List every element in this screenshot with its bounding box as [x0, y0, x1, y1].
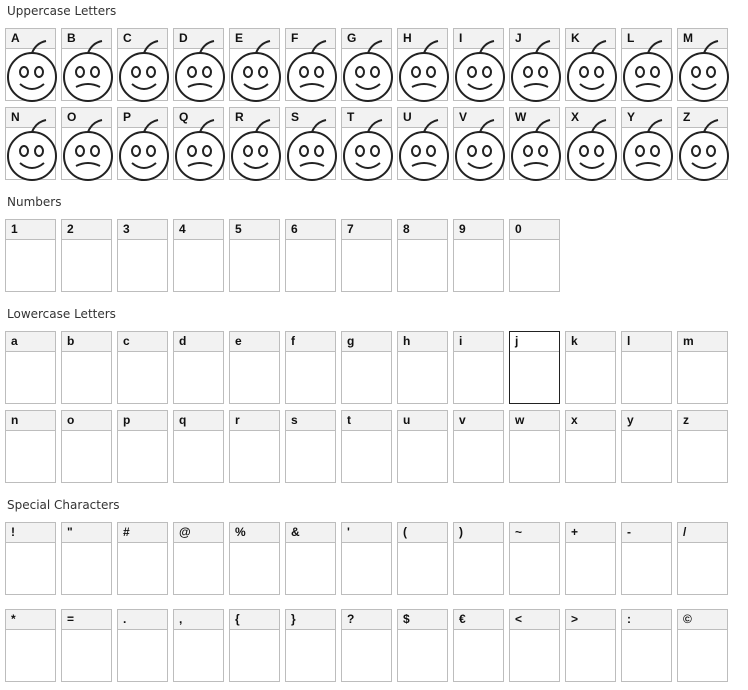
char-label: !	[6, 523, 55, 543]
char-cell[interactable]	[117, 331, 168, 404]
char-cell[interactable]	[565, 331, 616, 404]
char-label: V	[454, 108, 503, 128]
char-cell[interactable]	[173, 28, 224, 101]
char-cell[interactable]	[621, 410, 672, 483]
char-cell[interactable]	[509, 609, 560, 682]
char-label: v	[454, 411, 503, 431]
char-cell[interactable]	[621, 522, 672, 595]
char-cell[interactable]	[509, 522, 560, 595]
char-cell[interactable]	[285, 107, 336, 180]
char-cell[interactable]	[5, 410, 56, 483]
char-cell[interactable]	[677, 609, 728, 682]
char-cell[interactable]	[61, 522, 112, 595]
char-label: 9	[454, 220, 503, 240]
face-doodle-icon	[612, 118, 682, 188]
char-cell[interactable]	[5, 609, 56, 682]
char-cell[interactable]	[173, 331, 224, 404]
face-doodle-icon	[332, 118, 402, 188]
char-cell[interactable]	[397, 410, 448, 483]
char-cell[interactable]	[229, 331, 280, 404]
char-cell[interactable]	[565, 609, 616, 682]
char-label: .	[118, 610, 167, 630]
char-label: Q	[174, 108, 223, 128]
char-cell[interactable]	[677, 107, 728, 180]
face-doodle-icon	[108, 118, 178, 188]
char-label: 5	[230, 220, 279, 240]
face-doodle-icon	[52, 118, 122, 188]
char-label: }	[286, 610, 335, 630]
face-doodle-icon	[164, 39, 234, 109]
char-cell[interactable]	[341, 331, 392, 404]
char-cell[interactable]	[565, 410, 616, 483]
lowercase-section-title: Lowercase Letters	[7, 307, 116, 321]
char-cell[interactable]	[117, 609, 168, 682]
char-label: g	[342, 332, 391, 352]
char-cell[interactable]	[397, 522, 448, 595]
char-cell[interactable]	[621, 331, 672, 404]
char-label: M	[678, 29, 727, 49]
char-label: 6	[286, 220, 335, 240]
char-cell[interactable]	[453, 28, 504, 101]
char-label: S	[286, 108, 335, 128]
char-label: &	[286, 523, 335, 543]
char-cell[interactable]	[61, 609, 112, 682]
char-cell[interactable]	[173, 609, 224, 682]
special-row-2	[5, 609, 728, 682]
char-label: f	[286, 332, 335, 352]
char-label: a	[6, 332, 55, 352]
char-cell[interactable]	[565, 522, 616, 595]
numbers-section-title: Numbers	[7, 195, 62, 209]
char-cell[interactable]	[341, 219, 392, 292]
char-label: H	[398, 29, 447, 49]
char-cell[interactable]	[397, 609, 448, 682]
face-doodle-icon	[388, 118, 458, 188]
char-label: t	[342, 411, 391, 431]
char-label: z	[678, 411, 727, 431]
char-label: e	[230, 332, 279, 352]
char-label: o	[62, 411, 111, 431]
char-cell[interactable]	[117, 107, 168, 180]
char-cell[interactable]	[397, 331, 448, 404]
char-label: Y	[622, 108, 671, 128]
face-doodle-icon	[220, 39, 290, 109]
char-label: 2	[62, 220, 111, 240]
char-label: F	[286, 29, 335, 49]
char-cell[interactable]	[5, 107, 56, 180]
char-label: :	[622, 610, 671, 630]
char-label: D	[174, 29, 223, 49]
char-cell[interactable]	[453, 331, 504, 404]
char-cell[interactable]	[117, 28, 168, 101]
char-cell[interactable]	[5, 331, 56, 404]
char-label: =	[62, 610, 111, 630]
char-label: >	[566, 610, 615, 630]
face-doodle-icon	[668, 118, 738, 188]
char-label: l	[622, 332, 671, 352]
char-label: 3	[118, 220, 167, 240]
char-cell[interactable]	[5, 522, 56, 595]
char-cell[interactable]	[173, 107, 224, 180]
char-label: O	[62, 108, 111, 128]
char-cell[interactable]	[229, 410, 280, 483]
char-cell[interactable]	[229, 107, 280, 180]
char-label: R	[230, 108, 279, 128]
char-label: s	[286, 411, 335, 431]
char-cell[interactable]	[229, 522, 280, 595]
char-cell[interactable]	[61, 331, 112, 404]
char-label: K	[566, 29, 615, 49]
char-label: q	[174, 411, 223, 431]
char-cell[interactable]	[453, 219, 504, 292]
face-doodle-icon	[556, 118, 626, 188]
char-cell[interactable]	[453, 522, 504, 595]
char-label: 1	[6, 220, 55, 240]
char-label: "	[62, 523, 111, 543]
char-cell[interactable]	[229, 219, 280, 292]
char-label: ©	[678, 610, 727, 630]
char-cell[interactable]	[173, 219, 224, 292]
char-label: €	[454, 610, 503, 630]
char-label: P	[118, 108, 167, 128]
face-doodle-icon	[556, 39, 626, 109]
char-cell[interactable]	[61, 219, 112, 292]
uppercase-row-1	[5, 28, 728, 101]
char-label: 8	[398, 220, 447, 240]
char-label: r	[230, 411, 279, 431]
char-cell[interactable]	[509, 331, 560, 404]
face-doodle-icon	[612, 39, 682, 109]
char-label: X	[566, 108, 615, 128]
char-cell[interactable]	[341, 609, 392, 682]
char-label: h	[398, 332, 447, 352]
special-section-title: Special Characters	[7, 498, 120, 512]
char-label: b	[62, 332, 111, 352]
face-doodle-icon	[444, 39, 514, 109]
char-label: k	[566, 332, 615, 352]
char-label: <	[510, 610, 559, 630]
char-cell[interactable]	[61, 28, 112, 101]
char-cell[interactable]	[5, 219, 56, 292]
char-cell[interactable]	[341, 522, 392, 595]
char-cell[interactable]	[229, 609, 280, 682]
char-cell[interactable]	[677, 331, 728, 404]
char-cell[interactable]	[621, 28, 672, 101]
char-label: 4	[174, 220, 223, 240]
char-cell[interactable]	[509, 107, 560, 180]
char-cell[interactable]	[117, 219, 168, 292]
char-cell[interactable]	[5, 28, 56, 101]
char-cell[interactable]	[285, 28, 336, 101]
char-cell[interactable]	[61, 410, 112, 483]
char-label: #	[118, 523, 167, 543]
char-label: J	[510, 29, 559, 49]
char-cell[interactable]	[285, 410, 336, 483]
char-label: 7	[342, 220, 391, 240]
char-cell[interactable]	[285, 609, 336, 682]
char-cell[interactable]	[453, 410, 504, 483]
char-label: d	[174, 332, 223, 352]
char-label: T	[342, 108, 391, 128]
char-label: j	[510, 332, 559, 352]
char-cell[interactable]	[565, 28, 616, 101]
char-label: ~	[510, 523, 559, 543]
char-label: Z	[678, 108, 727, 128]
face-doodle-icon	[500, 39, 570, 109]
char-cell[interactable]	[173, 522, 224, 595]
char-label: p	[118, 411, 167, 431]
char-cell[interactable]	[677, 28, 728, 101]
char-label: +	[566, 523, 615, 543]
char-label: y	[622, 411, 671, 431]
char-cell[interactable]	[397, 107, 448, 180]
face-doodle-icon	[52, 39, 122, 109]
char-label: ,	[174, 610, 223, 630]
face-doodle-icon	[668, 39, 738, 109]
char-label: c	[118, 332, 167, 352]
numbers-row	[5, 219, 560, 292]
face-doodle-icon	[0, 39, 66, 109]
char-label: U	[398, 108, 447, 128]
char-label: i	[454, 332, 503, 352]
face-doodle-icon	[332, 39, 402, 109]
char-cell[interactable]	[565, 107, 616, 180]
char-cell[interactable]	[621, 107, 672, 180]
special-row-1	[5, 522, 728, 595]
char-label: L	[622, 29, 671, 49]
char-cell[interactable]	[341, 28, 392, 101]
char-cell[interactable]	[397, 28, 448, 101]
char-label: -	[622, 523, 671, 543]
char-label: ?	[342, 610, 391, 630]
face-doodle-icon	[164, 118, 234, 188]
lowercase-row-1	[5, 331, 728, 404]
char-cell[interactable]	[509, 410, 560, 483]
face-doodle-icon	[276, 39, 346, 109]
char-label: C	[118, 29, 167, 49]
face-doodle-icon	[220, 118, 290, 188]
face-doodle-icon	[444, 118, 514, 188]
char-label: @	[174, 523, 223, 543]
char-cell[interactable]	[397, 219, 448, 292]
char-cell[interactable]	[341, 410, 392, 483]
char-cell[interactable]	[117, 410, 168, 483]
char-cell[interactable]	[453, 609, 504, 682]
char-label: G	[342, 29, 391, 49]
face-doodle-icon	[0, 118, 66, 188]
face-doodle-icon	[276, 118, 346, 188]
char-cell[interactable]	[621, 609, 672, 682]
char-label: *	[6, 610, 55, 630]
char-label: '	[342, 523, 391, 543]
char-label: n	[6, 411, 55, 431]
char-cell[interactable]	[677, 410, 728, 483]
char-label: )	[454, 523, 503, 543]
char-label: $	[398, 610, 447, 630]
char-cell[interactable]	[285, 522, 336, 595]
char-label: B	[62, 29, 111, 49]
char-cell[interactable]	[509, 219, 560, 292]
char-cell[interactable]	[341, 107, 392, 180]
char-label: W	[510, 108, 559, 128]
char-cell[interactable]	[173, 410, 224, 483]
char-cell[interactable]	[61, 107, 112, 180]
char-label: m	[678, 332, 727, 352]
char-label: N	[6, 108, 55, 128]
char-label: x	[566, 411, 615, 431]
char-cell[interactable]	[229, 28, 280, 101]
char-cell[interactable]	[509, 28, 560, 101]
face-doodle-icon	[500, 118, 570, 188]
uppercase-section-title: Uppercase Letters	[7, 4, 117, 18]
char-cell[interactable]	[677, 522, 728, 595]
char-label: 0	[510, 220, 559, 240]
face-doodle-icon	[388, 39, 458, 109]
char-label: w	[510, 411, 559, 431]
char-label: A	[6, 29, 55, 49]
char-label: {	[230, 610, 279, 630]
char-label: %	[230, 523, 279, 543]
char-label: I	[454, 29, 503, 49]
char-cell[interactable]	[285, 331, 336, 404]
face-doodle-icon	[108, 39, 178, 109]
char-label: E	[230, 29, 279, 49]
char-cell[interactable]	[453, 107, 504, 180]
char-cell[interactable]	[117, 522, 168, 595]
char-label: u	[398, 411, 447, 431]
char-label: /	[678, 523, 727, 543]
char-cell[interactable]	[285, 219, 336, 292]
uppercase-row-2	[5, 107, 728, 180]
char-label: (	[398, 523, 447, 543]
lowercase-row-2	[5, 410, 728, 483]
